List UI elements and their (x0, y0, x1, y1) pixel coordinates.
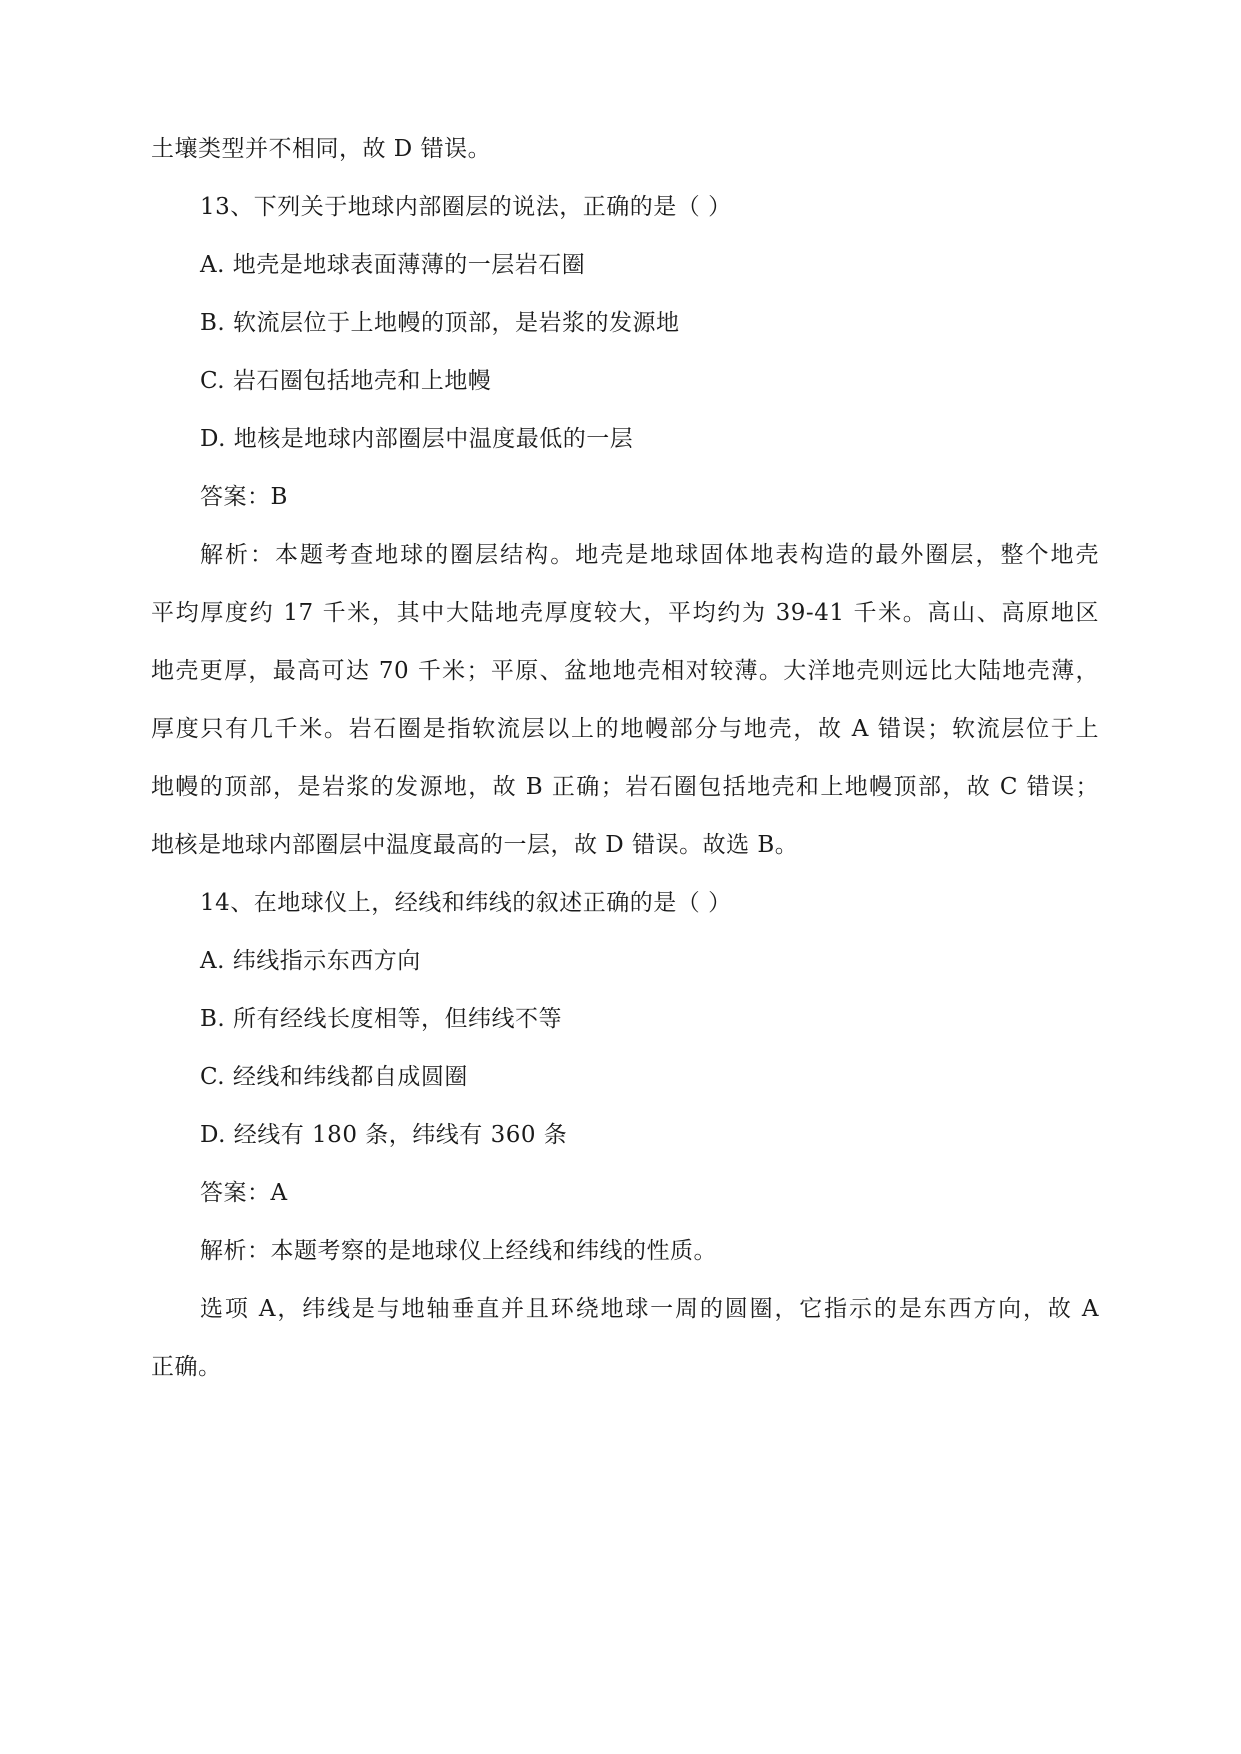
question-14-option-a-explain-line-1: 选项 A，纬线是与地轴垂直并且环绕地球一周的圆圈，它指示的是东西方向，故 A (200, 1296, 1099, 1322)
question-14-stem: 14、在地球仪上，经线和纬线的叙述正确的是（ ） (200, 890, 732, 916)
question-13-option-b: B. 软流层位于上地幔的顶部，是岩浆的发源地 (200, 310, 680, 336)
question-14-option-a: A. 纬线指示东西方向 (200, 948, 421, 974)
question-14-answer: 答案：A (200, 1180, 288, 1206)
question-13-analysis-line-5: 地幔的顶部，是岩浆的发源地，故 B 正确；岩石圈包括地壳和上地幔顶部，故 C 错误； (151, 774, 1099, 800)
question-13-answer: 答案：B (200, 484, 288, 510)
question-13-analysis-line-1: 解析：本题考查地球的圈层结构。地壳是地球固体地表构造的最外圈层，整个地壳 (200, 542, 1099, 568)
question-13-stem: 13、下列关于地球内部圈层的说法，正确的是（ ） (200, 194, 732, 220)
question-13-analysis-line-2: 平均厚度约 17 千米，其中大陆地壳厚度较大，平均约为 39-41 千米。高山、高原地区 (151, 600, 1099, 626)
question-14-option-d: D. 经线有 180 条，纬线有 360 条 (200, 1122, 568, 1148)
question-13-analysis-line-3: 地壳更厚，最高可达 70 千米；平原、盆地地壳相对较薄。大洋地壳则远比大陆地壳薄， (151, 658, 1099, 684)
question-13-option-d: D. 地核是地球内部圈层中温度最低的一层 (200, 426, 634, 452)
previous-answer-tail: 土壤类型并不相同，故 D 错误。 (151, 136, 492, 162)
question-14-option-b: B. 所有经线长度相等，但纬线不等 (200, 1006, 563, 1032)
question-13-analysis-line-4: 厚度只有几千米。岩石圈是指软流层以上的地幔部分与地壳，故 A 错误；软流层位于上 (151, 716, 1099, 742)
question-14-option-a-explain-line-2: 正确。 (151, 1354, 222, 1380)
question-13-option-c: C. 岩石圈包括地壳和上地幔 (200, 368, 492, 394)
question-13-option-a: A. 地壳是地球表面薄薄的一层岩石圈 (200, 252, 586, 278)
question-14-analysis: 解析：本题考察的是地球仪上经线和纬线的性质。 (200, 1238, 717, 1264)
question-13-analysis-line-6: 地核是地球内部圈层中温度最高的一层，故 D 错误。故选 B。 (151, 832, 799, 858)
question-14-option-c: C. 经线和纬线都自成圆圈 (200, 1064, 468, 1090)
